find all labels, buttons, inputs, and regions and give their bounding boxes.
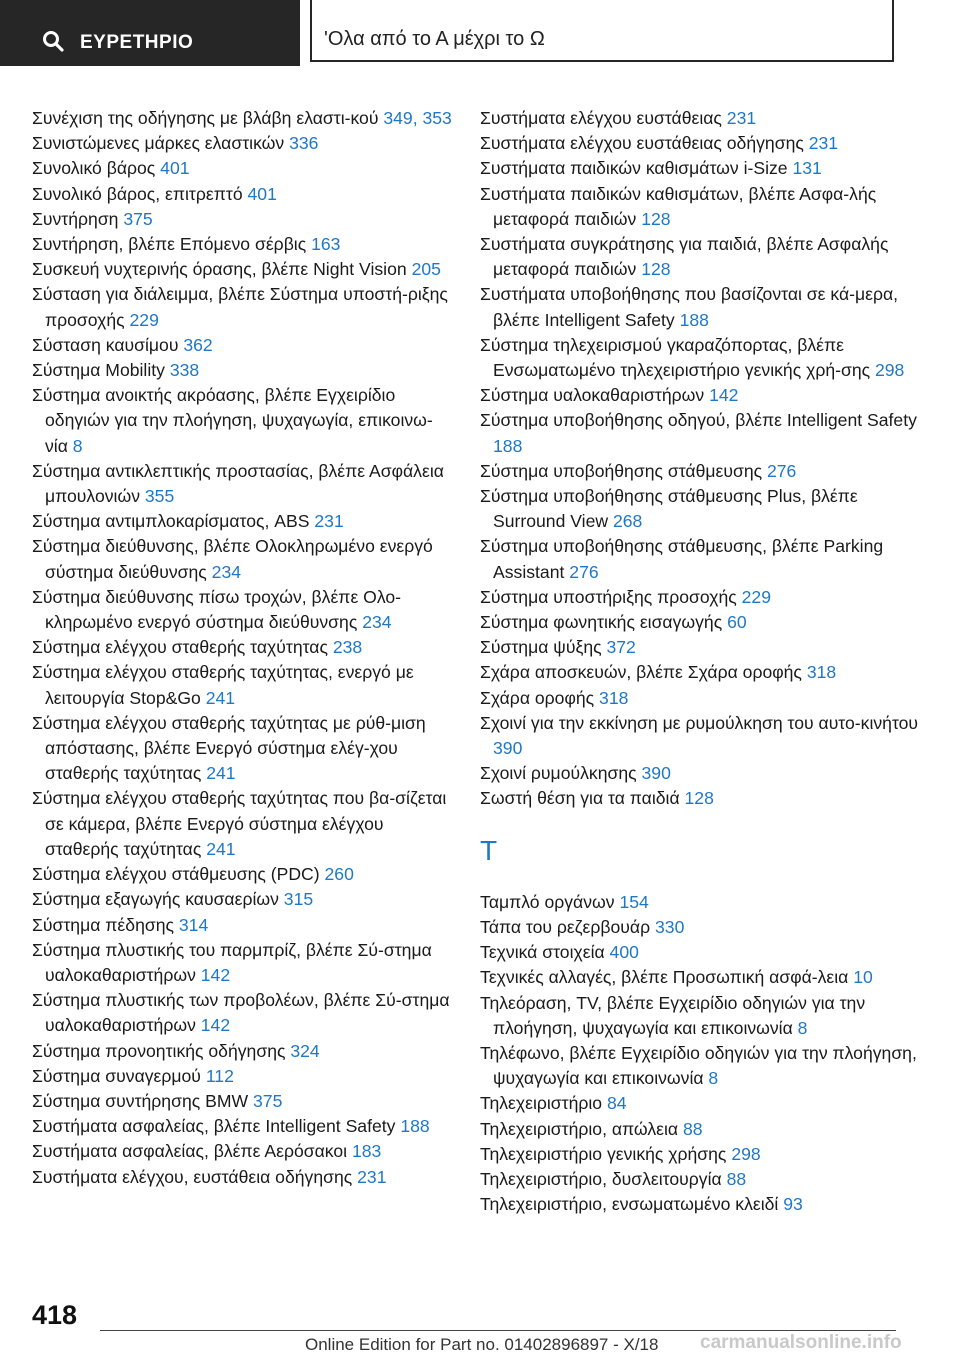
page-link[interactable]: 229 bbox=[741, 586, 771, 607]
entry-term: Σύστημα ελέγχου σταθερής ταχύτητας με ρύθ-μιση απόστασης, βλέπε Ενεργό σύστημα ελέγ-χου σταθερής ταχύτητας bbox=[32, 712, 426, 784]
index-entry bbox=[480, 333, 920, 383]
page-link[interactable]: 142 bbox=[200, 1015, 231, 1036]
index-entry bbox=[32, 1089, 452, 1114]
entry-term: Τάπα του ρεζερβουάρ bbox=[480, 916, 651, 937]
page-link[interactable]: 362 bbox=[183, 334, 213, 355]
page-link[interactable]: 142 bbox=[709, 385, 739, 406]
entry-term: Σύστημα Mobility bbox=[32, 360, 165, 381]
page-link[interactable]: 349, 353 bbox=[383, 108, 452, 128]
index-column-right bbox=[480, 106, 920, 1217]
entry-term: Σύστημα αντικλεπτικής προστασίας, βλέπε Ασφάλεια μπουλονιών bbox=[32, 460, 444, 507]
page-link[interactable]: 241 bbox=[206, 838, 236, 859]
page-link[interactable]: 188 bbox=[493, 435, 523, 456]
entry-term: Τηλεχειριστήριο, απώλεια bbox=[480, 1118, 679, 1139]
index-entry bbox=[32, 938, 452, 988]
index-entry bbox=[32, 711, 452, 787]
entry-term: Σύστημα διεύθυνσης, βλέπε Ολοκληρωμένο ενεργό σύστημα διεύθυνσης bbox=[32, 536, 433, 582]
index-entry bbox=[480, 890, 920, 915]
search-icon bbox=[42, 30, 64, 52]
index-entry bbox=[32, 887, 452, 912]
index-entry bbox=[32, 1139, 452, 1164]
entry-term: Τηλεχειριστήριο, δυσλειτουργία bbox=[480, 1168, 722, 1189]
index-entry bbox=[480, 459, 920, 484]
entry-term: Συνολικό βάρος bbox=[32, 158, 156, 179]
page-link[interactable]: 60 bbox=[727, 612, 747, 633]
footer-divider bbox=[100, 1330, 896, 1331]
page-link[interactable]: 88 bbox=[726, 1168, 747, 1189]
index-entry bbox=[480, 610, 920, 635]
entry-term: Σύστημα ελέγχου σταθερής ταχύτητας bbox=[32, 637, 328, 658]
page-link[interactable]: 154 bbox=[619, 891, 649, 912]
index-entry bbox=[480, 1117, 920, 1142]
entry-term: Σύστημα πλυστικής των προβολέων, βλέπε Σύ-στημα υαλοκαθαριστήρων bbox=[32, 990, 450, 1036]
page-link[interactable]: 88 bbox=[682, 1118, 703, 1139]
entry-term: Σύστημα συντήρησης BMW bbox=[32, 1090, 249, 1111]
page-link[interactable]: 375 bbox=[123, 208, 153, 229]
entry-term: Σχοινί ρυμούλκησης bbox=[480, 763, 637, 784]
entry-term: Σύστημα φωνητικής εισαγωγής bbox=[480, 612, 723, 633]
page-link[interactable]: 8 bbox=[797, 1017, 808, 1038]
page-link[interactable]: 188 bbox=[400, 1116, 430, 1137]
page-link[interactable]: 93 bbox=[783, 1194, 803, 1215]
index-entry bbox=[32, 660, 452, 710]
index-entry bbox=[480, 711, 920, 761]
index-entry bbox=[32, 509, 452, 534]
entry-term: Τηλεχειριστήριο γενικής χρήσης bbox=[480, 1143, 727, 1164]
page-link[interactable]: 142 bbox=[200, 964, 231, 985]
page-link[interactable]: 8 bbox=[708, 1068, 719, 1089]
index-entry bbox=[32, 534, 452, 584]
index-entry bbox=[32, 635, 452, 660]
entry-term: Σύστημα πλυστικής του παρμπρίζ, βλέπε Σύ-στημα υαλοκαθαριστήρων bbox=[32, 939, 432, 985]
index-entry bbox=[32, 232, 452, 257]
page-link[interactable]: 241 bbox=[206, 763, 236, 784]
index-entry bbox=[480, 1041, 920, 1091]
page-link[interactable]: 234 bbox=[211, 561, 242, 582]
edition-info: Online Edition for Part no. 01402896897 - X/18 bbox=[305, 1335, 659, 1354]
page-link[interactable]: 234 bbox=[362, 612, 392, 633]
page-link[interactable]: 231 bbox=[808, 133, 839, 154]
index-entry bbox=[32, 459, 452, 509]
entry-term: Τεχνικά στοιχεία bbox=[480, 942, 605, 963]
page-link[interactable]: 375 bbox=[253, 1090, 283, 1111]
page-link[interactable]: 401 bbox=[160, 158, 190, 179]
entry-term: Σχάρα αποσκευών, βλέπε Σχάρα οροφής bbox=[480, 662, 802, 683]
entry-term: Τηλεόραση, TV, βλέπε Εγχειρίδιο οδηγιών για την πλοήγηση, ψυχαγωγία και επικοινωνία bbox=[480, 992, 866, 1038]
page-link[interactable]: 298 bbox=[731, 1143, 761, 1164]
index-entry bbox=[32, 786, 452, 862]
index-entry bbox=[480, 383, 920, 408]
page-link[interactable]: 183 bbox=[351, 1141, 382, 1162]
entry-term: Σύστημα υποστήριξης προσοχής bbox=[480, 586, 737, 607]
page-link[interactable]: 390 bbox=[641, 763, 671, 784]
index-entry bbox=[32, 333, 452, 358]
page-link[interactable]: 128 bbox=[641, 208, 671, 229]
page-link[interactable]: 241 bbox=[205, 687, 236, 708]
page-link[interactable]: 229 bbox=[129, 309, 159, 330]
page-link[interactable]: 231 bbox=[357, 1166, 387, 1187]
index-entry bbox=[480, 686, 920, 711]
index-entry bbox=[480, 1192, 920, 1217]
entry-term: Τεχνικές αλλαγές, βλέπε Προσωπική ασφά-λεια bbox=[480, 967, 849, 988]
index-entry bbox=[480, 1142, 920, 1167]
page-link[interactable]: 355 bbox=[144, 486, 175, 507]
entry-term: Σύστημα διεύθυνσης πίσω τροχών, βλέπε Ολο-κληρωμένο ενεργό σύστημα διεύθυνσης bbox=[32, 586, 402, 633]
page-link[interactable]: 231 bbox=[726, 108, 757, 128]
entry-term: Τηλεχειριστήριο bbox=[480, 1093, 603, 1114]
index-entry bbox=[480, 915, 920, 940]
page-link[interactable]: 8 bbox=[72, 435, 83, 456]
entry-term: Συστήματα συγκράτησης για παιδιά, βλέπε Ασφαλής μεταφορά παιδιών bbox=[480, 234, 889, 280]
page-link[interactable]: 338 bbox=[169, 360, 200, 381]
page-link[interactable]: 390 bbox=[493, 738, 523, 759]
page-link[interactable]: 298 bbox=[874, 360, 905, 381]
entry-term: Σχοινί για την εκκίνηση με ρυμούλκηση του αυτο-κινήτου bbox=[480, 712, 919, 733]
page-link[interactable]: 372 bbox=[606, 637, 636, 658]
entry-term: Σύστημα υαλοκαθαριστήρων bbox=[480, 385, 705, 406]
index-entry bbox=[480, 484, 920, 534]
index-entry bbox=[480, 660, 920, 685]
page-link[interactable]: 205 bbox=[411, 259, 441, 280]
index-entry bbox=[32, 131, 452, 156]
entry-term: Συστήματα παιδικών καθισμάτων i-Size bbox=[480, 158, 788, 179]
index-entry bbox=[32, 1064, 452, 1089]
page-link[interactable]: 276 bbox=[569, 561, 599, 582]
entry-term: Σύστημα πέδησης bbox=[32, 914, 174, 935]
index-entry bbox=[480, 1167, 920, 1192]
page-link[interactable]: 131 bbox=[792, 158, 822, 179]
entry-term: Συστήματα υποβοήθησης που βασίζονται σε κά-μερα, βλέπε Intelligent Safety bbox=[480, 284, 899, 330]
index-entry bbox=[32, 182, 452, 207]
entry-term: Συσκευή νυχτερινής όρασης, βλέπε Night Vision bbox=[32, 259, 407, 280]
page-link[interactable]: 128 bbox=[684, 788, 714, 809]
index-entry bbox=[480, 635, 920, 660]
page-link[interactable]: 128 bbox=[641, 259, 671, 280]
page-number: 418 bbox=[32, 1300, 78, 1330]
page-link[interactable]: 276 bbox=[766, 460, 797, 481]
page-link[interactable]: 318 bbox=[806, 662, 837, 683]
entry-term: Συνολικό βάρος, επιτρεπτό bbox=[32, 183, 243, 204]
entry-term: Τηλέφωνο, βλέπε Εγχειρίδιο οδηγιών για την πλοήγηση, ψυχαγωγία και επικοινωνία bbox=[480, 1042, 917, 1089]
index-column-left bbox=[32, 106, 452, 1190]
page-link[interactable]: 324 bbox=[290, 1040, 320, 1061]
entry-term: Σύστημα ελέγχου σταθερής ταχύτητας, ενεργό με λειτουργία Stop&Go bbox=[32, 662, 414, 708]
page-link[interactable]: 268 bbox=[612, 511, 643, 532]
page-link[interactable]: 238 bbox=[332, 637, 363, 658]
index-entry bbox=[480, 991, 920, 1041]
breadcrumb[interactable] bbox=[310, 0, 894, 62]
index-entry bbox=[480, 131, 920, 156]
entry-term: Σωστή θέση για τα παιδιά bbox=[480, 788, 680, 809]
index-entry bbox=[480, 965, 920, 990]
header-title: ΕΥΡΕΤΗΡΙΟ bbox=[80, 32, 194, 53]
page-link[interactable]: 231 bbox=[314, 511, 344, 532]
entry-term: Σύστημα υποβοήθησης στάθμευσης Plus, βλέπε Surround View bbox=[480, 486, 858, 532]
page-link[interactable]: 314 bbox=[178, 914, 209, 935]
index-entry bbox=[480, 940, 920, 965]
entry-term: Συντήρηση bbox=[32, 208, 119, 229]
index-entry bbox=[480, 182, 920, 232]
index-entry bbox=[32, 383, 452, 459]
page-link[interactable]: 401 bbox=[247, 183, 277, 204]
entry-term: Συστήματα ελέγχου, ευστάθεια οδήγησης bbox=[32, 1166, 353, 1187]
index-entry bbox=[32, 1114, 452, 1139]
section-letter: Τ bbox=[480, 834, 498, 866]
index-entry bbox=[480, 786, 920, 811]
entry-term: Σύσταση για διάλειμμα, βλέπε Σύστημα υποστή-ριξης προσοχής bbox=[32, 284, 448, 330]
entry-term: Σύστημα συναγερμού bbox=[32, 1065, 201, 1086]
index-entry bbox=[32, 913, 452, 938]
entry-term: Σύστημα εξαγωγής καυσαερίων bbox=[32, 889, 279, 910]
index-entry bbox=[480, 534, 920, 584]
index-entry bbox=[32, 1165, 452, 1190]
entry-term: Σύστημα ανοικτής ακρόασης, βλέπε Εγχειρίδιο οδηγιών για την πλοήγηση, ψυχαγωγία, επικοινω-νία bbox=[32, 385, 433, 456]
page-link[interactable]: 112 bbox=[205, 1065, 234, 1086]
page-link[interactable]: 400 bbox=[609, 942, 639, 963]
entry-term: Συντήρηση, βλέπε Επόμενο σέρβις bbox=[32, 234, 307, 255]
entry-term: Συνιστώμενες μάρκες ελαστικών bbox=[32, 133, 285, 154]
index-entry bbox=[480, 1091, 920, 1116]
entry-term: Σύστημα υποβοήθησης στάθμευσης, βλέπε Parking Assistant bbox=[480, 536, 884, 582]
index-entry bbox=[32, 358, 452, 383]
index-entry bbox=[480, 232, 920, 282]
entry-term: Σύστημα αντιμπλοκαρίσματος, ABS bbox=[32, 511, 310, 532]
index-entry bbox=[32, 207, 452, 232]
page-link[interactable]: 330 bbox=[655, 916, 685, 937]
entry-term: Σύστημα ελέγχου στάθμευσης (PDC) bbox=[32, 864, 320, 885]
entry-term: Σύστημα υποβοήθησης στάθμευσης bbox=[480, 460, 763, 481]
page-header bbox=[0, 0, 960, 66]
index-entry bbox=[32, 282, 452, 332]
entry-term: Σύστημα τηλεχειρισμού γκαραζόπορτας, βλέπε Ενσωματωμένο τηλεχειριστήριο γενικής χρή-σης bbox=[480, 334, 871, 381]
page-link[interactable]: 84 bbox=[606, 1093, 627, 1114]
index-entry bbox=[480, 156, 920, 181]
page-link[interactable]: 163 bbox=[311, 234, 341, 255]
index-entry bbox=[32, 257, 452, 282]
entry-term: Σύστημα υποβοήθησης οδηγού, βλέπε Intelligent Safety bbox=[480, 410, 917, 431]
page-link[interactable]: 315 bbox=[283, 889, 314, 910]
index-entry bbox=[480, 282, 920, 332]
index-entry bbox=[32, 1039, 452, 1064]
page-link[interactable]: 10 bbox=[853, 967, 873, 988]
breadcrumb-text: 'Ολα από το Α μέχρι το Ω bbox=[324, 28, 545, 50]
entry-term: Συστήματα ασφαλείας, βλέπε Αερόσακοι bbox=[32, 1141, 348, 1162]
index-entry bbox=[480, 106, 920, 131]
index-entry bbox=[480, 408, 920, 458]
page-link[interactable]: 260 bbox=[324, 864, 354, 885]
index-entry bbox=[32, 988, 452, 1038]
entry-term: Συστήματα ελέγχου ευστάθειας bbox=[480, 108, 722, 128]
page-link[interactable]: 336 bbox=[289, 133, 319, 154]
watermark: carmanualsonline.info bbox=[700, 1332, 902, 1353]
entry-term: Σχάρα οροφής bbox=[480, 687, 595, 708]
page-link[interactable]: 188 bbox=[679, 309, 709, 330]
index-entry bbox=[32, 585, 452, 635]
index-entry bbox=[480, 585, 920, 610]
entry-term: Συνέχιση της οδήγησης με βλάβη ελαστι-κού bbox=[32, 108, 379, 128]
entry-term: Συστήματα ασφαλείας, βλέπε Intelligent Safety bbox=[32, 1116, 396, 1137]
index-entry bbox=[32, 156, 452, 181]
entry-term: Σύστημα ελέγχου σταθερής ταχύτητας που βα-σίζεται σε κάμερα, βλέπε Ενεργό σύστημα ελέγχου σταθερής ταχύτητας bbox=[32, 788, 447, 859]
index-tab[interactable] bbox=[0, 0, 300, 66]
index-entry bbox=[32, 862, 452, 887]
page-link[interactable]: 318 bbox=[599, 687, 629, 708]
entry-term: Σύστημα προνοητικής οδήγησης bbox=[32, 1040, 286, 1061]
entry-term: Σύσταση καυσίμου bbox=[32, 334, 179, 355]
index-entry bbox=[32, 106, 452, 131]
entry-term: Συστήματα παιδικών καθισμάτων, βλέπε Ασφα-λής μεταφορά παιδιών bbox=[480, 183, 877, 229]
entry-term: Τηλεχειριστήριο, ενσωματωμένο κλειδί bbox=[480, 1194, 779, 1215]
index-entry bbox=[480, 761, 920, 786]
entry-term: Συστήματα ελέγχου ευστάθειας οδήγησης bbox=[480, 133, 804, 154]
entry-term: Ταμπλό οργάνων bbox=[480, 891, 615, 912]
entry-term: Σύστημα ψύξης bbox=[480, 637, 602, 658]
